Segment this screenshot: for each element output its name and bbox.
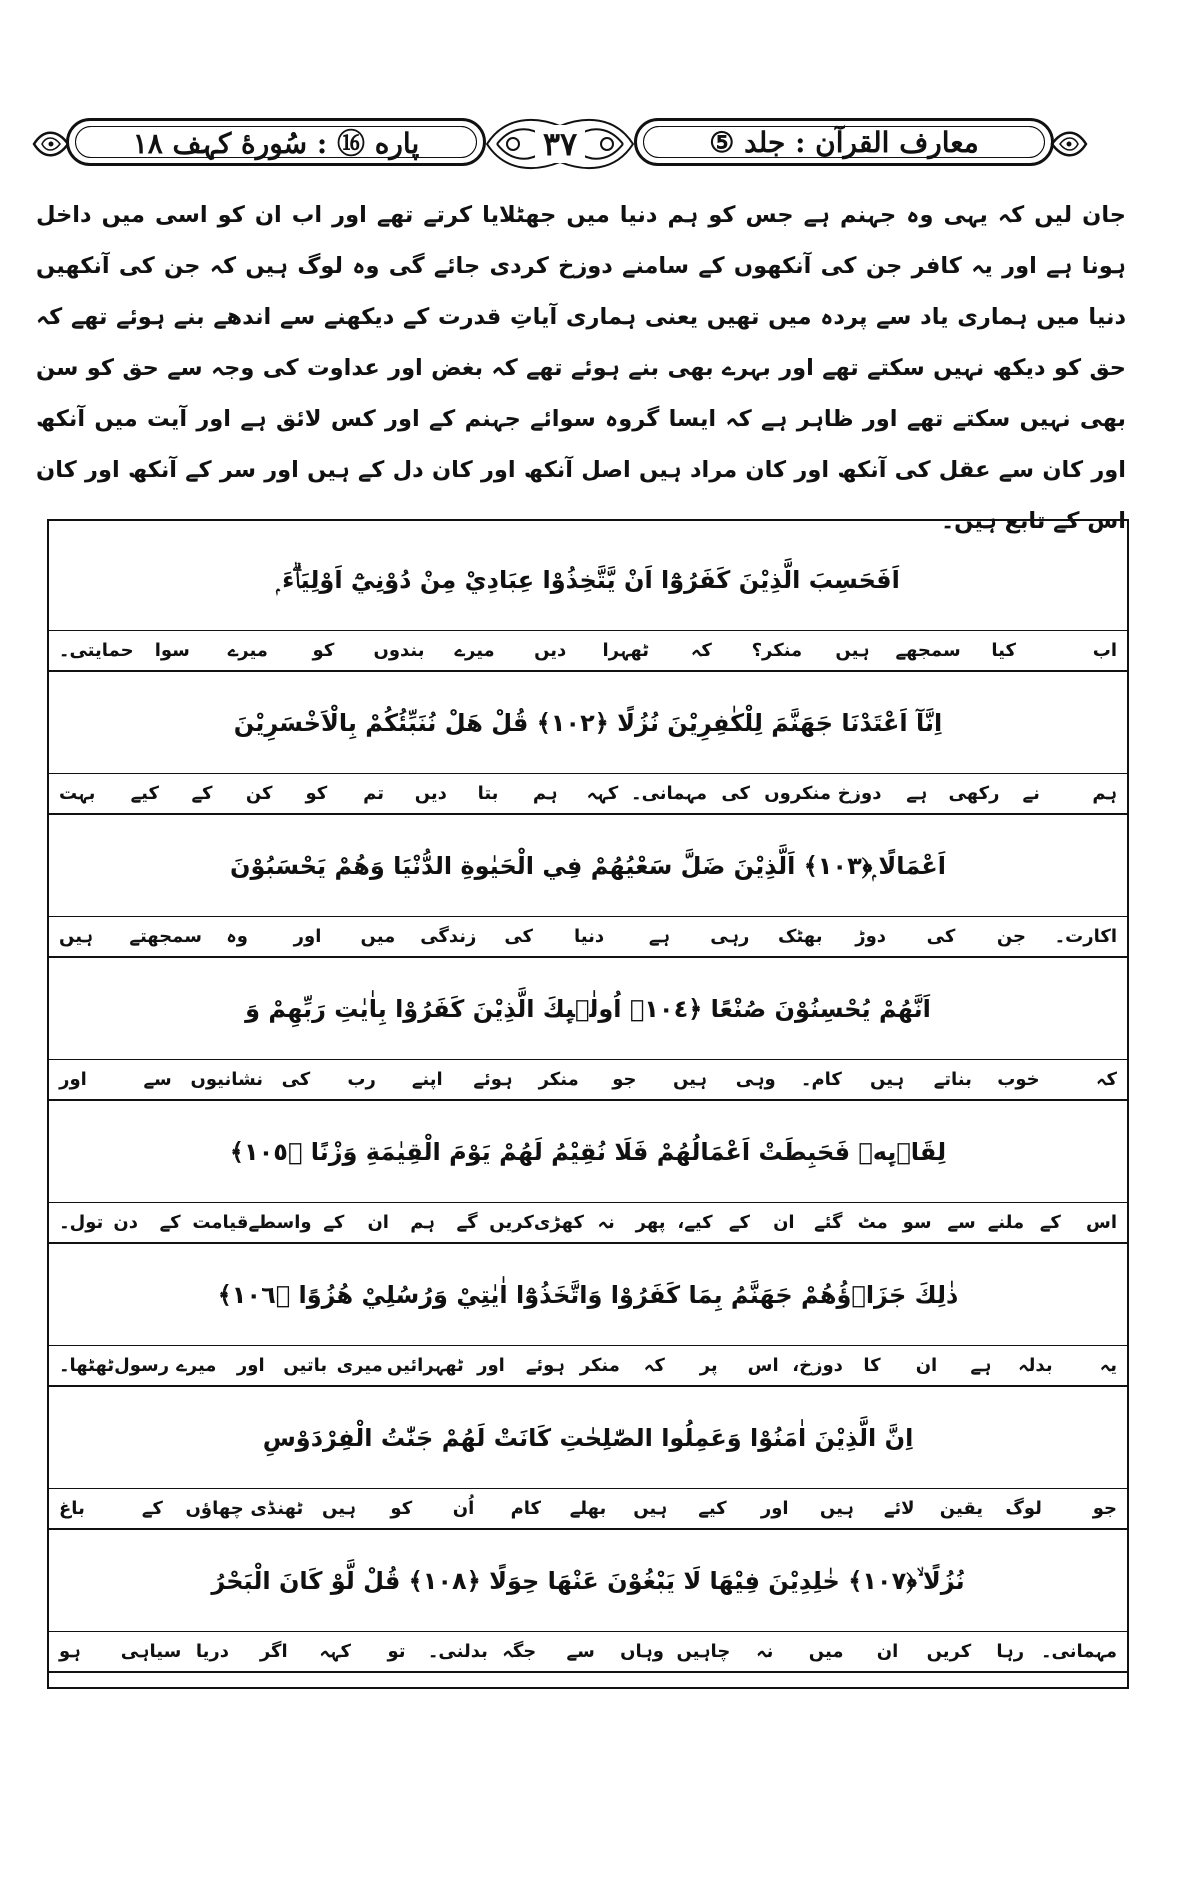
- translation-word: اب: [1092, 640, 1117, 661]
- translation-line: [49, 630, 1127, 672]
- translation-word: ٹھہرائیں: [386, 1355, 464, 1376]
- translation-word: خوب: [997, 1069, 1040, 1090]
- arabic-verse-line: اَنَّهُمْ يُحْسِنُوْنَ صُنْعًا ﴿١٠٤﴾ اُولٰۗىِٕكَ الَّذِيْنَ كَفَرُوْا بِاٰيٰتِ رَبِّهِمْ وَ: [245, 994, 931, 1023]
- translation-word: تو: [387, 1641, 406, 1662]
- translation-line: [49, 1345, 1127, 1387]
- translation-word: اُن: [452, 1498, 475, 1519]
- translation-word: اور: [760, 1498, 789, 1519]
- translation-word: نشانیوں: [190, 1069, 264, 1090]
- translation-word: کیے: [698, 1498, 727, 1519]
- translation-word: تم: [363, 783, 385, 804]
- translation-line: [49, 916, 1127, 958]
- translation-word: کو: [312, 640, 335, 661]
- intro-paragraph: جان لیں کہ یہی وہ جہنم ہے جس کو ہم دنیا میں جھٹلایا کرتے تھے اور اب ان کو اسی میں داخل ہونا ہے اور یہ کافر جن کی آنکھوں کے سامنے دوزخ کردی جائے گی وہ لوگ ہیں کہ جن کی آنکھیں دنیا میں ہماری یاد سے پردہ میں تھیں یعنی ہماری آیاتِ قدرت کے دیکھنے سے اندھے بنے ہوئے تھے کہ حق کو دیکھ نہیں سکتے تھے اور بہرے بھی بنے ہوئے تھے کہ بغض اور عداوت کی وجہ سے حق کو سن بھی نہیں سکتے تھے اور ظاہر ہے کہ ایسا گروہ سوائے جہنم کے اور کس لائق ہے اور آیت میں آنکھ اور کان سے عقل کی آنکھ اور کان مراد ہیں اصل آنکھ اور کان دل کے ہیں اور سر کے آنکھ اور کان اس کے تابع ہیں۔: [36, 202, 1126, 534]
- translation-word: اگر: [259, 1641, 288, 1662]
- translation-word: ہیں: [819, 1498, 854, 1519]
- translation-word: چاہیں: [676, 1641, 731, 1662]
- verse-box: [47, 519, 1129, 1689]
- translation-word: کے: [323, 1212, 345, 1233]
- translation-word: یقین: [939, 1498, 984, 1519]
- translation-word: کریں: [489, 1212, 534, 1233]
- translation-word: بناتے: [933, 1069, 972, 1090]
- arabic-verse-line: لِقَاۗىِٕهٖ فَحَبِطَتْ اَعْمَالُهُمْ فَلَا نُقِيْمُ لَهُمْ يَوْمَ الْقِيٰمَةِ وَزْنًا ﴿١٠٥﴾: [229, 1137, 947, 1166]
- arabic-verse-line: اِنَّآ اَعْتَدْنَا جَهَنَّمَ لِلْكٰفِرِيْنَ نُزُلًا ﴿١٠٢﴾ قُلْ هَلْ نُنَبِّئُكُمْ بِالْاَخْسَرِيْنَ: [233, 708, 943, 737]
- translation-line: [49, 1202, 1127, 1244]
- translation-word: میرے: [454, 640, 495, 661]
- translation-word: ہیں: [633, 1498, 668, 1519]
- translation-word: دن: [113, 1212, 139, 1233]
- translation-word: واسطے: [248, 1212, 312, 1233]
- translation-word: نہ: [597, 1212, 615, 1233]
- translation-word: کی: [926, 926, 956, 947]
- translation-word: رب: [347, 1069, 376, 1090]
- book-volume-label: معارف القرآن : جلد ⑤: [709, 125, 979, 159]
- translation-word: ان: [773, 1212, 795, 1233]
- translation-word: قیامت: [192, 1212, 249, 1233]
- translation-word: چھاؤں: [185, 1498, 244, 1519]
- translation-word: جن: [996, 926, 1026, 947]
- translation-word: دیں: [414, 783, 447, 804]
- translation-word: میرے: [176, 1355, 217, 1376]
- translation-word: باغ: [59, 1498, 85, 1519]
- translation-line: [49, 1631, 1127, 1673]
- translation-word: رہا: [996, 1641, 1025, 1662]
- translation-word: رہی: [710, 926, 750, 947]
- translation-word: کیے: [130, 783, 159, 804]
- translation-word: کا: [863, 1355, 881, 1376]
- translation-word: ہوئے: [473, 1069, 513, 1090]
- translation-word: ہو: [58, 1641, 81, 1662]
- translation-word: کی: [281, 1069, 311, 1090]
- translation-word: زندگی: [420, 926, 477, 947]
- translation-word: ہیں: [322, 1498, 357, 1519]
- translation-word: دنیا: [574, 926, 605, 947]
- translation-word: بھٹک: [778, 926, 823, 947]
- translation-word: کے: [141, 1498, 163, 1519]
- translation-word: بدلہ: [1018, 1355, 1053, 1376]
- page-number-badge: [485, 112, 635, 176]
- translation-word: اس: [747, 1355, 779, 1376]
- translation-line: [49, 773, 1127, 815]
- translation-word: سو: [902, 1212, 932, 1233]
- translation-word: بندوں: [373, 640, 425, 661]
- translation-word: منکر: [579, 1355, 620, 1376]
- translation-word: کریں: [926, 1641, 972, 1662]
- book-volume-frame: [634, 118, 1054, 166]
- translation-word: مہمانی۔: [631, 783, 708, 804]
- translation-word: دوزخ،: [792, 1355, 843, 1376]
- translation-word: گے: [456, 1212, 478, 1233]
- page-header: [30, 112, 1090, 176]
- floral-ornament-icon: [30, 120, 70, 168]
- translation-word: جو: [612, 1069, 637, 1090]
- translation-word: وہاں: [620, 1641, 664, 1662]
- translation-word: کام: [510, 1498, 541, 1519]
- translation-word: حمایتی۔: [58, 640, 134, 661]
- translation-word: ہے: [970, 1355, 992, 1376]
- translation-word: کہ: [690, 640, 712, 661]
- translation-word: بہت: [58, 783, 96, 804]
- translation-word: ہوئے: [525, 1355, 565, 1376]
- translation-word: کام۔: [800, 1069, 842, 1090]
- translation-word: کو: [390, 1498, 413, 1519]
- translation-word: ہیں: [870, 1069, 905, 1090]
- arabic-verse-line: اَفَحَسِبَ الَّذِيْنَ كَفَرُوْٓا اَنْ يَّتَّخِذُوْا عِبَادِيْ مِنْ دُوْنِيْٓ اَوْلِيَاۗءَ ۭ: [276, 565, 900, 594]
- translation-word: کی: [721, 783, 750, 804]
- translation-word: ہیں: [835, 640, 870, 661]
- translation-word: بتا: [477, 783, 499, 804]
- translation-line: [49, 1488, 1127, 1530]
- translation-word: دریا: [195, 1641, 229, 1662]
- translation-word: ہیں: [59, 926, 94, 947]
- floral-ornament-icon: [1050, 120, 1090, 168]
- translation-word: جگہ: [502, 1641, 537, 1662]
- translation-word: کھڑی: [533, 1212, 584, 1233]
- translation-word: اور: [236, 1355, 265, 1376]
- translation-word: اور: [293, 926, 322, 947]
- translation-word: میں: [360, 926, 396, 947]
- arabic-verse-line: اَعْمَالًا ۭ﴿١٠٣﴾ اَلَّذِيْنَ ضَلَّ سَعْيُهُمْ فِي الْحَيٰوةِ الدُّنْيَا وَهُمْ يَحْسَبُوْنَ: [230, 851, 946, 880]
- translation-word: سمجھتے: [129, 926, 202, 947]
- translation-word: کہ: [643, 1355, 665, 1376]
- translation-word: رسول: [114, 1355, 170, 1376]
- translation-word: وہ: [226, 926, 248, 947]
- translation-word: کن: [245, 783, 273, 804]
- translation-word: ہم: [532, 783, 558, 804]
- translation-word: نہ: [756, 1641, 774, 1662]
- translation-word: کیے،: [677, 1212, 713, 1233]
- translation-word: اس: [1085, 1212, 1117, 1233]
- translation-word: میری: [336, 1355, 383, 1376]
- translation-word: بھلے: [569, 1498, 607, 1519]
- translation-word: نے: [1022, 783, 1040, 804]
- translation-word: ملنے: [987, 1212, 1025, 1233]
- translation-word: سمجھے: [895, 640, 961, 661]
- translation-word: ہے: [906, 783, 928, 804]
- translation-word: دیں: [534, 640, 567, 661]
- translation-word: لوگ: [1005, 1498, 1042, 1519]
- translation-word: وہی: [735, 1069, 776, 1090]
- translation-word: اپنے: [411, 1069, 443, 1090]
- translation-word: ٹھنڈی: [250, 1498, 304, 1519]
- arabic-verse-line: ذٰلِكَ جَزَاۗؤُهُمْ جَهَنَّمُ بِمَا كَفَرُوْا وَاتَّخَذُوْٓا اٰيٰتِيْ وَرُسُلِيْ هُزُوًا ﴿١٠٦﴾: [217, 1280, 959, 1309]
- para-surah-frame: [66, 118, 486, 166]
- translation-word: کے: [1039, 1212, 1061, 1233]
- translation-word: ہم: [410, 1212, 435, 1233]
- translation-word: کی: [504, 926, 534, 947]
- translation-word: ہے: [648, 926, 670, 947]
- translation-word: کے: [159, 1212, 181, 1233]
- translation-word: ہم: [1092, 783, 1117, 804]
- translation-word: دوزخ: [837, 783, 882, 804]
- translation-word: سے: [143, 1069, 172, 1090]
- translation-word: سے: [947, 1212, 976, 1233]
- translation-word: رکھی: [948, 783, 1000, 804]
- translation-word: مہمانی۔: [1040, 1641, 1117, 1662]
- translation-word: سیاہی: [120, 1641, 182, 1662]
- translation-line: [49, 1059, 1127, 1101]
- translation-word: مٹ: [857, 1212, 888, 1233]
- translation-word: سوا: [154, 640, 190, 661]
- translation-word: کہہ: [319, 1641, 351, 1662]
- translation-word: جو: [1092, 1498, 1117, 1519]
- translation-word: منکر؟: [751, 640, 803, 661]
- translation-word: منکروں: [764, 783, 831, 804]
- translation-word: کہ: [1095, 1069, 1117, 1090]
- translation-word: اور: [59, 1069, 87, 1090]
- translation-word: دوڑ: [855, 926, 887, 947]
- translation-word: ان: [876, 1641, 899, 1662]
- translation-word: میرے: [227, 640, 268, 661]
- translation-word: باتیں: [283, 1355, 328, 1376]
- page-number: ٣٧: [535, 125, 585, 163]
- translation-word: ٹھٹھا۔: [58, 1355, 115, 1376]
- translation-word: گئے: [814, 1212, 843, 1233]
- translation-word: یہ: [1099, 1355, 1117, 1376]
- translation-word: پھر: [635, 1212, 666, 1233]
- translation-word: پر: [699, 1355, 718, 1376]
- arabic-verse-line: اِنَّ الَّذِيْنَ اٰمَنُوْا وَعَمِلُوا الصّٰلِحٰتِ كَانَتْ لَهُمْ جَنّٰتُ الْفِرْدَوْسِ: [262, 1423, 914, 1452]
- translation-word: ٹھہرا: [602, 640, 650, 661]
- translation-word: اکارت۔: [1054, 926, 1117, 947]
- translation-word: بدلنی۔: [427, 1641, 488, 1662]
- translation-word: میں: [808, 1641, 844, 1662]
- translation-word: ان: [367, 1212, 389, 1233]
- para-surah-label: پاره ⑯ : سُورهٔ کہف ١٨: [132, 127, 420, 160]
- translation-word: سے: [566, 1641, 595, 1662]
- translation-word: کو: [305, 783, 328, 804]
- translation-word: کے: [191, 783, 213, 804]
- translation-word: کے: [728, 1212, 750, 1233]
- translation-word: کہہ: [586, 783, 619, 804]
- translation-word: لائے: [883, 1498, 915, 1519]
- translation-word: اور: [477, 1355, 505, 1376]
- translation-word: ان: [915, 1355, 938, 1376]
- translation-word: ہیں: [672, 1069, 708, 1090]
- translation-word: تول۔: [59, 1212, 104, 1233]
- translation-word: کیا: [991, 640, 1016, 661]
- arabic-verse-line: نُزُلًا ۙ﴿١٠٧﴾ خٰلِدِيْنَ فِيْهَا لَا يَبْغُوْنَ عَنْهَا حِوَلًا ﴿١٠٨﴾ قُلْ لَّوْ كَانَ الْبَحْرُ: [211, 1566, 965, 1595]
- translation-word: منکر: [538, 1069, 579, 1090]
